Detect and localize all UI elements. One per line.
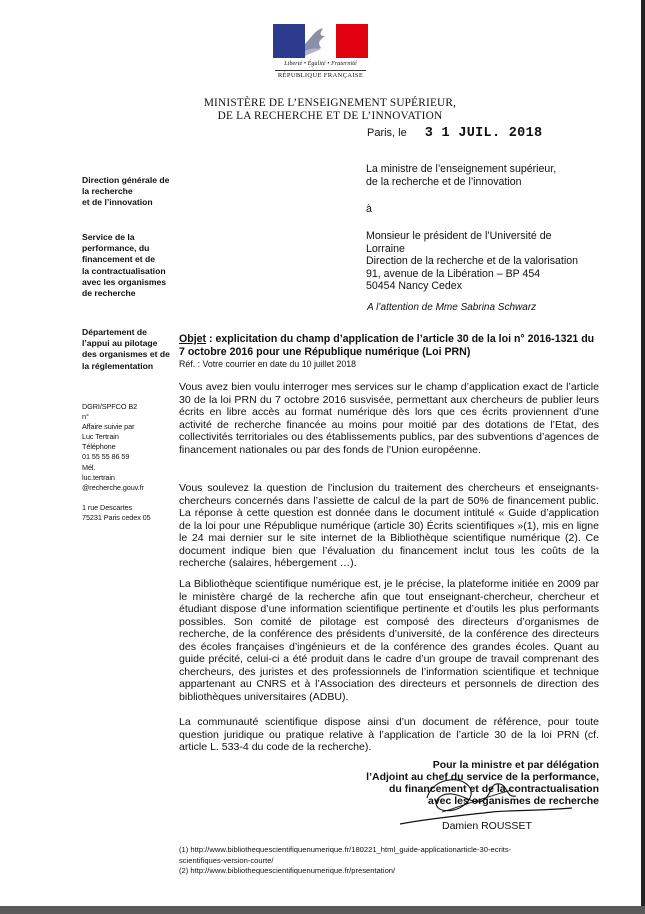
body-paragraph: La Bibliothèque scientifique numérique est, je le précise, la plateforme initiée en 2009 par le ministère chargé de la recherche afin que tout enseignant-chercheur, chercheur et étudiant dispose d’une information scientifique pertinente et d’outils les plus performants possibles. Son comité de pilotage est composé des directeurs d’organismes de recherche, de la conférence des présidents d’université, de la conférence des directeurs des écoles françaises d’ingénieurs et de la conférence des grandes écoles. Quant au guide précité, celui-ci a été produit dans le cadre d’un groupe de travail comprenant des chercheurs, des juristes et des professionnels de l’information scientifique et technique appartenant au CNRS et à l’Association des directeurs et personnels de direction des bibliothèques universitaires (ADBU). bbox=[179, 578, 599, 703]
recipient-line: Monsieur le président de l’Université de bbox=[366, 230, 552, 242]
body-paragraph: Vous avez bien voulu interroger mes services sur le champ d’application exact de l’article 30 de la loi PRN du 7 octobre 2016 susvisée, permettant aux chercheurs de publier leurs écrits en libre accès au format numérique dès lors que ces écrits proviennent d’une activité de recherche financée au moins pour moitié par des dotations de l’Etat, des collectivités territoriales ou des établissements publics, par des subventions d’agences de financement nationales ou par des fonds de l’Union européenne. bbox=[179, 381, 599, 456]
body-paragraph: Vous soulevez la question de l’inclusion du traitement des chercheurs et enseignants-chercheurs concernés dans l’assiette de calcul de la part de 50% de financement public. La réponse à cette question est donnée dans le document intitulé « Guide d’application de la loi pour une République numérique (article 30) Écrits scientifiques »(1), mis en ligne le 24 mai dernier sur le site internet de la Bibliothèque scientifique numérique (2). Ce document indique bien que l’évaluation du financement inclut tous les coûts de la recherche (salaires, hébergement …). bbox=[179, 482, 599, 569]
signature-line: l’Adjoint au chef du service de la performance, bbox=[366, 771, 599, 784]
scan-edge-right bbox=[641, 0, 645, 914]
date-stamp: 3 1 JUIL. 2018 bbox=[424, 126, 543, 141]
sidebar-line: et de l’innovation bbox=[82, 197, 153, 208]
sidebar-line: Direction générale de bbox=[82, 175, 170, 185]
sidebar-directorate bbox=[82, 175, 169, 209]
republic-motto: Liberté • Égalité • Fraternité bbox=[284, 61, 357, 67]
footnote-line: (1) http://www.bibliothequescientifiquenumerique.fr/180221_html_guide-applicationarticle-30-ecrits- bbox=[179, 845, 512, 854]
signature-line: Pour la ministre et par délégation bbox=[432, 759, 599, 771]
handwritten-signature-icon bbox=[372, 768, 592, 828]
address-line: 1 rue Descartes bbox=[82, 502, 133, 512]
sidebar-line: Service de la bbox=[82, 232, 135, 242]
sidebar-line: la réglementation bbox=[82, 360, 154, 371]
date-place: Paris, le bbox=[367, 127, 407, 139]
ref-line: DGRI/SPFCO B2 bbox=[82, 402, 138, 411]
ministry-line-1: MINISTÈRE DE L’ENSEIGNEMENT SUPÉRIEUR, bbox=[203, 97, 457, 109]
attention-line: A l’attention de Mme Sabrina Schwarz bbox=[367, 302, 537, 313]
sender-line: de la recherche et de l’innovation bbox=[366, 175, 522, 188]
sidebar-line: financement et de bbox=[82, 254, 156, 265]
footnotes bbox=[179, 845, 609, 877]
subject-label: Objet bbox=[179, 333, 207, 345]
ref-line: n° bbox=[82, 412, 89, 422]
sidebar-line: des organismes et de bbox=[82, 349, 170, 360]
recipient-line: Direction de la recherche et de la valorisation bbox=[366, 255, 578, 267]
reference-line: Réf. : Votre courrier en date du 10 juillet 2018 bbox=[179, 359, 357, 369]
logo-divider bbox=[275, 70, 366, 71]
footnote-line: (2) http://www.bibliothequescientifiquenumerique.fr/presentation/ bbox=[179, 866, 396, 875]
ref-line: Affaire suivie par bbox=[82, 422, 135, 432]
sidebar-line: la contractualisation bbox=[82, 265, 166, 276]
footnote-line: scientifiques-version-courte/ bbox=[179, 855, 274, 865]
letter-subject bbox=[179, 333, 599, 359]
sidebar-line: l’appui au pilotage bbox=[82, 338, 158, 349]
signature-line: avec les organismes de recherche bbox=[427, 795, 599, 808]
to-marker: à bbox=[366, 203, 372, 215]
sidebar-service bbox=[82, 232, 166, 299]
recipient-line: Lorraine bbox=[366, 242, 405, 255]
republic-name: RÉPUBLIQUE FRANÇAISE bbox=[277, 72, 364, 79]
ministry-heading bbox=[180, 97, 480, 123]
signature-line: du financement et de la contractualisation bbox=[388, 783, 599, 796]
ref-line: @recherche.gouv.fr bbox=[82, 482, 144, 492]
sidebar-department bbox=[82, 327, 170, 372]
sidebar-line: performance, du bbox=[82, 243, 150, 254]
ministry-line-2: DE LA RECHERCHE ET DE L’INNOVATION bbox=[217, 110, 443, 122]
sender-line: La ministre de l’enseignement supérieur, bbox=[366, 163, 557, 175]
recipient-block bbox=[366, 230, 578, 293]
body-paragraph: La communauté scientifique dispose ainsi d’un document de référence, pour toute question juridique ou pratique relative à l’application de l’article 30 de la loi PRN (cf. article L. 533-4 du code de la recherche). bbox=[179, 716, 599, 753]
recipient-line: 91, avenue de la Libération – BP 454 bbox=[366, 267, 541, 280]
republique-francaise-logo bbox=[273, 24, 368, 108]
marianne-flag-icon bbox=[273, 24, 368, 58]
ref-line: Luc Tertrain bbox=[82, 432, 119, 442]
sidebar-line: Département de bbox=[82, 327, 147, 337]
letter-date bbox=[367, 126, 542, 141]
ref-line: luc.tertrain bbox=[82, 472, 115, 482]
scan-edge-bottom bbox=[0, 906, 645, 914]
signer-name: Damien ROUSSET bbox=[442, 820, 532, 832]
ref-line: Téléphone bbox=[82, 442, 116, 452]
ref-line: 01 55 55 86 59 bbox=[82, 452, 130, 462]
sidebar-line: avec les organismes bbox=[82, 276, 167, 287]
sender-block bbox=[366, 163, 556, 188]
subject-text: : explicitation du champ d’application de l’article 30 de la loi n° 2016-1321 du 7 octobre 2016 pour une République numérique (Loi PRN) bbox=[179, 333, 595, 358]
sidebar-line: de recherche bbox=[82, 288, 136, 299]
address-line: 75231 Paris cedex 05 bbox=[82, 512, 151, 522]
sidebar-line: la recherche bbox=[82, 186, 133, 197]
recipient-line: 50454 Nancy Cedex bbox=[366, 280, 462, 292]
ref-line: Mél. bbox=[82, 462, 96, 472]
sidebar-references bbox=[82, 402, 151, 523]
